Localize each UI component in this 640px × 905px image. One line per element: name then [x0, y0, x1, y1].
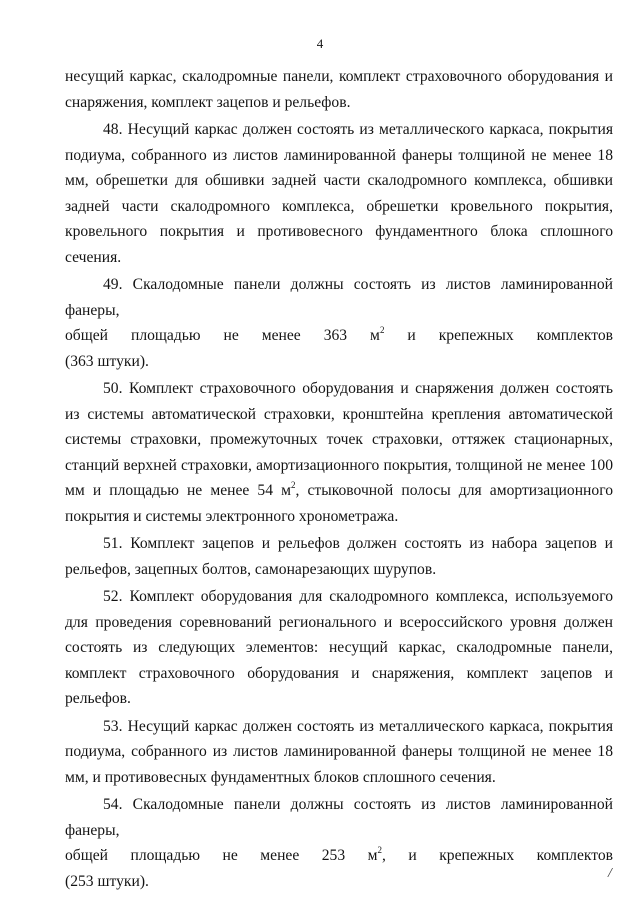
paragraph-continuation: несущий каркас, скалодромные панели, комплект страховочного оборудования и снаряжения, комплект зацепов и рельефов.	[65, 68, 613, 111]
paragraph-54	[65, 792, 613, 894]
paragraph-53: 53. Несущий каркас должен состоять из металлического каркаса, покрытия подиума, собранного из листов ламинированной фанеры толщиной не менее 18 мм, и противовесных фундаментных блоков сплошного сечения.	[65, 717, 613, 786]
superscript-2: 2	[379, 325, 385, 335]
paragraph-50-text-b: , стыковочной полосы для амортизационного покрытия и системы электронного хронометража.	[65, 482, 613, 525]
paragraph-50	[65, 376, 613, 529]
page-number: 4	[316, 36, 324, 51]
paragraph-49-text-b: и крепежных комплектов	[384, 327, 613, 344]
corner-mark: /	[608, 866, 612, 881]
paragraph-52: 52. Комплект оборудования для скалодромного комплекса, используемого для проведения соревнований регионального и всероссийского уровня должен состоять из следующих элементов: несущий каркас, скалодромные панели, комплект страховочного оборудования и снаряжения, комплект зацепов и рельефов.	[65, 588, 613, 707]
paragraph-54-text-b: , и крепежных комплектов	[382, 847, 614, 864]
document-body	[65, 64, 613, 896]
paragraph-48: 48. Несущий каркас должен состоять из металлического каркаса, покрытия подиума, собранного из листов ламинированной фанеры толщиной не менее 18 мм, обрешетки для обшивки задней части скалодромного комплекса, обшивки задней части скалодромного комплекса, обрешетки кровельного покрытия, кровельного покрытия и противовесного фундаментного блока сплошного сечения.	[65, 121, 613, 266]
paragraph-54-text-a: общей площадью не менее 253 м	[65, 847, 378, 864]
paragraph-54-line3: (253 штуки).	[65, 872, 149, 890]
paragraph-54-line2	[65, 843, 613, 869]
paragraph-51: 51. Комплект зацепов и рельефов должен состоять из набора зацепов и рельефов, зацепных болтов, самонарезающих шурупов.	[65, 535, 613, 578]
superscript-2: 2	[291, 480, 296, 490]
superscript-2: 2	[377, 845, 382, 855]
paragraph-50-text-a: 50. Комплект страховочного оборудования и снаряжения должен состоять из системы автоматической страховки, кронштейна крепления автоматической системы страховки, промежуточных точек страховки, оттяжек стационарных, станций верхней страховки, амортизационного покрытия, толщиной не менее 100 мм и площадью не менее 54 м	[65, 380, 613, 499]
paragraph-49	[65, 272, 613, 374]
paragraph-49-line2	[65, 323, 613, 349]
paragraph-49-line3: (363 штуки).	[65, 352, 149, 370]
paragraph-49-text-a: общей площадью не менее 363 м	[65, 327, 380, 344]
paragraph-54-line1: 54. Скалодомные панели должны состоять из листов ламинированной фанеры,	[65, 796, 613, 839]
paragraph-49-line1: 49. Скалодомные панели должны состоять из листов ламинированной фанеры,	[65, 276, 613, 319]
